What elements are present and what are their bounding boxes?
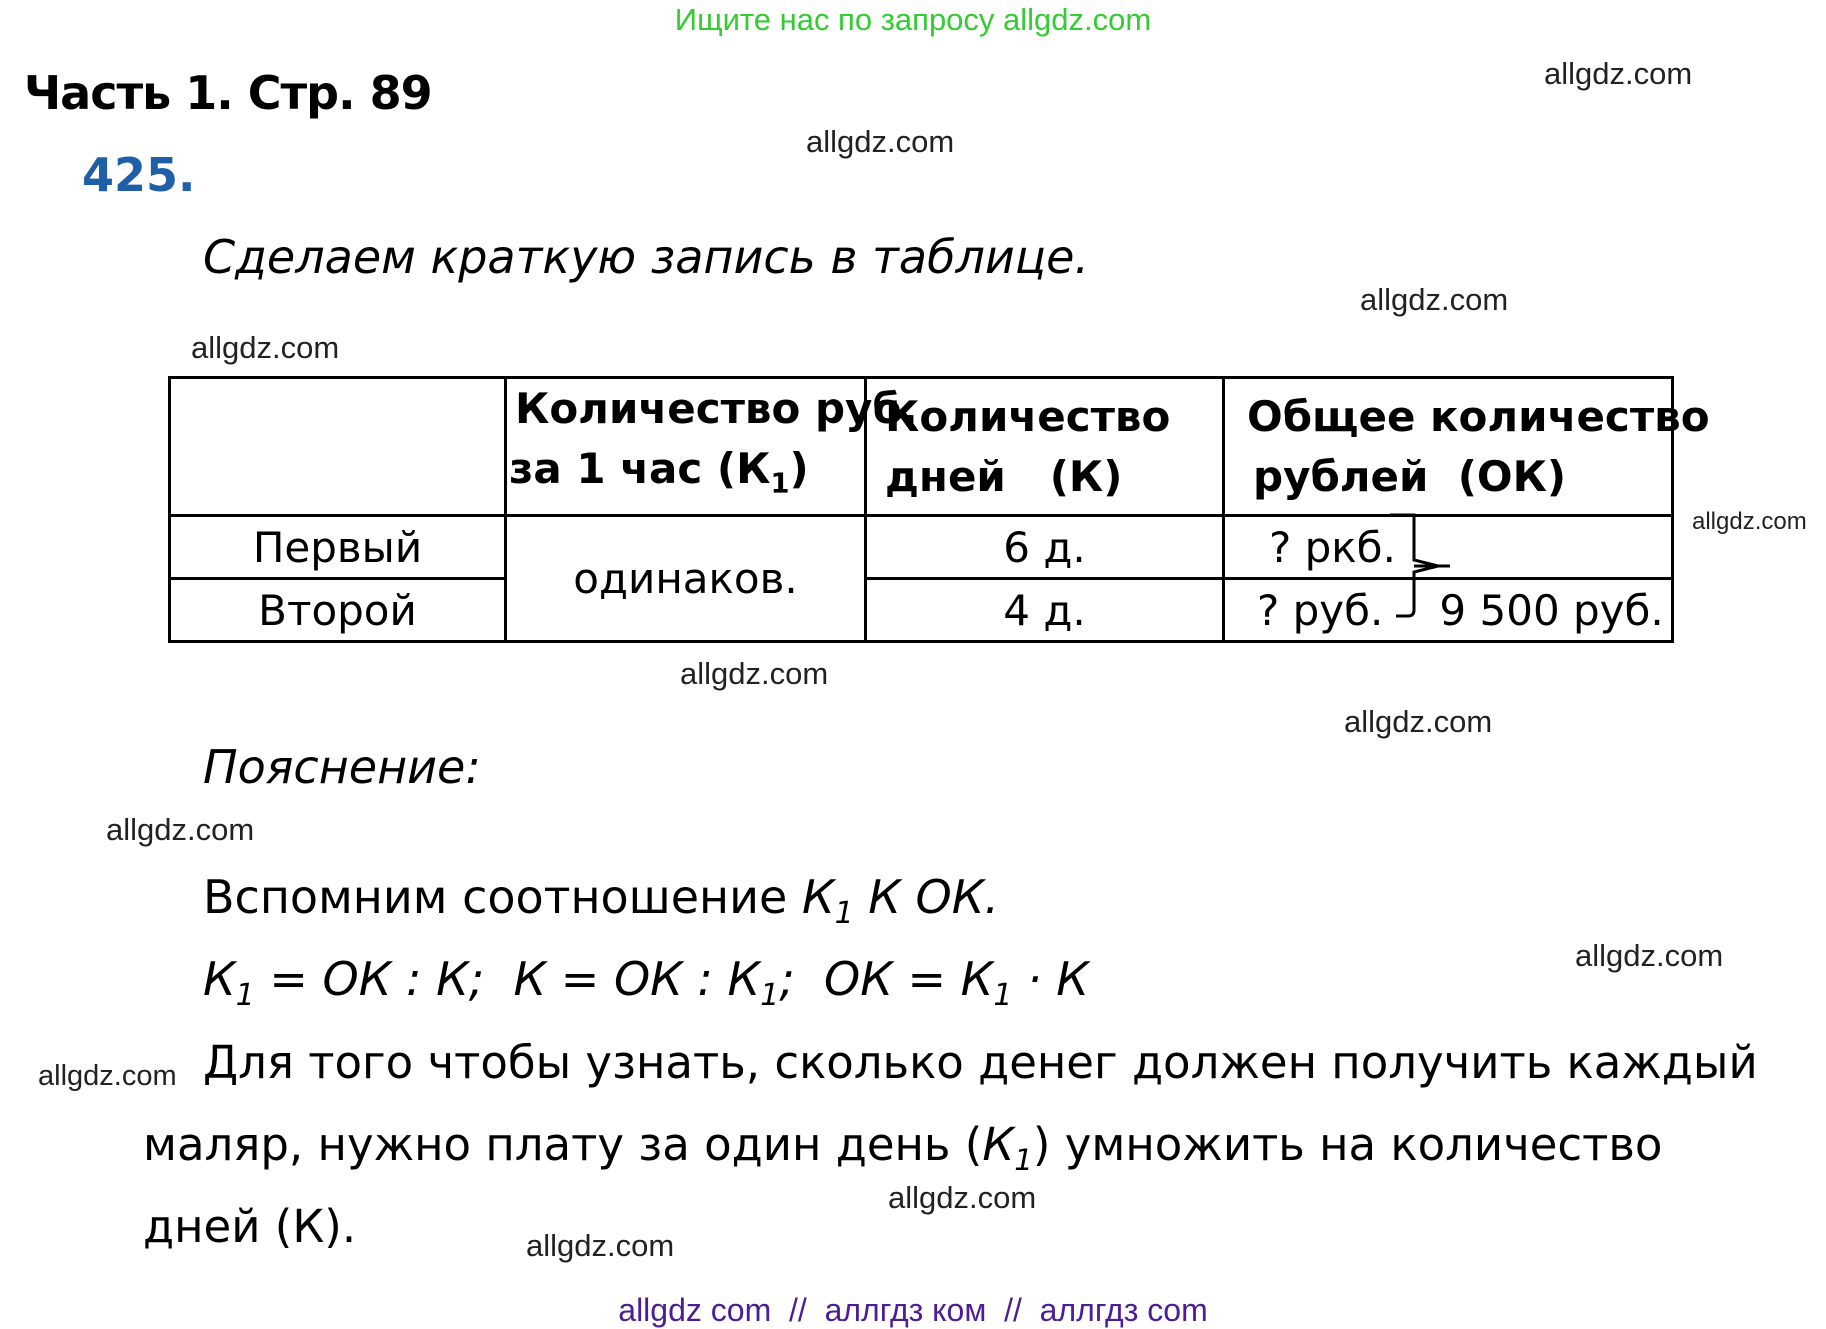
para-line2 — [143, 1118, 1662, 1177]
row-name: Второй — [170, 579, 506, 642]
watermark: allgdz.com — [106, 812, 255, 847]
same-rate-cell — [506, 516, 866, 642]
row-total: ? ркб. — [1224, 516, 1673, 579]
header-rate-var: (К — [716, 444, 771, 493]
header-rate-sub: 1 — [770, 468, 790, 500]
watermark: allgdz.com — [888, 1180, 1037, 1215]
header-total — [1224, 378, 1710, 516]
header-total-line2: рублей (ОК) — [1253, 451, 1567, 501]
explanation-title: Пояснение: — [203, 740, 481, 794]
header-rate-line2 — [507, 439, 864, 514]
relation-sub: 1 — [834, 896, 854, 932]
watermark: allgdz.com — [1692, 508, 1807, 535]
watermark: allgdz.com — [38, 1060, 177, 1092]
header-rate-close: ) — [789, 444, 809, 493]
relation-prefix: Вспомним соотношение — [203, 870, 788, 924]
row-total: ? руб. — [1257, 585, 1384, 635]
formula-sub: 1 — [235, 978, 255, 1014]
header-rate — [506, 378, 918, 516]
formula-part: ; ОК = К — [779, 952, 994, 1006]
para-line2-a: маляр, нужно плату за один день ( — [143, 1118, 983, 1171]
watermark: allgdz.com — [1544, 56, 1693, 91]
watermark: allgdz.com — [191, 330, 340, 365]
watermark: allgdz.com — [1360, 282, 1509, 317]
formula-part: К — [203, 952, 236, 1006]
header-days-line1: Количество — [885, 391, 1171, 441]
sum-total: 9 500 руб. — [1439, 585, 1664, 635]
watermark: allgdz.com — [1344, 704, 1493, 739]
header-days-line2: дней (К) — [885, 451, 1123, 501]
para-line2-sub: 1 — [1014, 1143, 1033, 1177]
row-name: Первый — [170, 516, 506, 579]
watermark: allgdz.com — [1575, 938, 1724, 973]
relation-line — [203, 870, 999, 931]
watermark: allgdz.com — [526, 1228, 675, 1263]
page-title: Часть 1. Стр. 89 — [24, 66, 432, 120]
task-number: 425. — [82, 148, 196, 202]
table-header-row — [170, 378, 1673, 516]
same-rate: одинаков. — [573, 554, 798, 604]
formula-sub: 1 — [993, 978, 1013, 1014]
para-line3: дней (К). — [143, 1200, 357, 1253]
watermark: allgdz.com — [680, 656, 829, 691]
header-empty-cell — [170, 378, 506, 516]
relation-var: К — [801, 870, 835, 924]
row-days: 4 д. — [866, 579, 1224, 642]
top-banner[interactable]: Ищите нас по запросу allgdz.com — [674, 2, 1152, 37]
header-rate-line1: Количество руб. — [515, 384, 918, 433]
formula-part: = ОК : К; К = ОК : К — [254, 952, 761, 1006]
para-line1: Для того чтобы узнать, сколько денег должен получить каждый — [203, 1036, 1758, 1089]
para-line2-b: ) умножить на количество — [1032, 1118, 1663, 1171]
relation-rest: К ОК. — [853, 870, 1000, 924]
formula-part: · К — [1012, 952, 1089, 1006]
footer-links[interactable]: allgdz com // аллгдз ком // аллгдз com — [618, 1292, 1208, 1328]
intro-text: Сделаем краткую запись в таблице. — [203, 230, 1090, 284]
row-days: 6 д. — [866, 516, 1224, 579]
curly-brace-icon — [1378, 510, 1458, 620]
watermark: allgdz.com — [806, 124, 955, 159]
header-days — [866, 378, 1224, 516]
header-rate-label: за 1 час — [509, 444, 703, 493]
formula-sub: 1 — [760, 978, 780, 1014]
header-total-line1: Общее количество — [1247, 391, 1710, 441]
para-line2-var: К — [982, 1118, 1015, 1171]
formula-line — [203, 952, 1089, 1013]
